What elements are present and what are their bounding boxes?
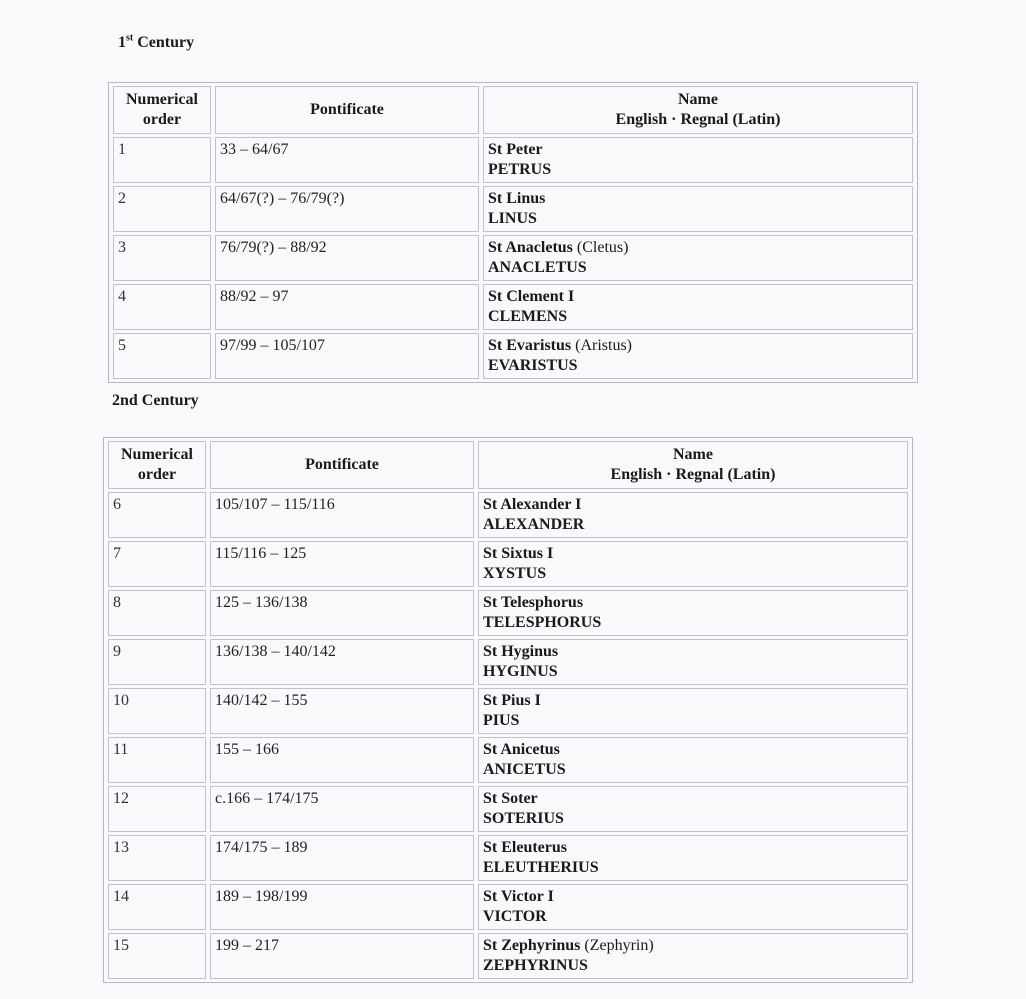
english-name: St Zephyrinus xyxy=(483,937,581,954)
heading-rest: Century xyxy=(133,34,195,51)
table-row xyxy=(108,639,908,685)
cell-pontificate: 155 – 166 xyxy=(210,737,474,783)
header-numerical-order: Numerical order xyxy=(108,441,206,489)
cell-name xyxy=(478,786,908,832)
english-name: St Clement I xyxy=(488,288,575,305)
cell-name xyxy=(483,235,913,281)
cell-numerical-order: 2 xyxy=(113,186,211,232)
cell-pontificate: 189 – 198/199 xyxy=(210,884,474,930)
cell-numerical-order: 14 xyxy=(108,884,206,930)
table-row xyxy=(108,884,908,930)
cell-pontificate: 140/142 – 155 xyxy=(210,688,474,734)
table-row xyxy=(108,786,908,832)
english-name: St Sixtus I xyxy=(483,545,554,562)
heading-superscript: st xyxy=(126,32,134,44)
regnal-name: ELEUTHERIUS xyxy=(483,859,599,876)
header-name: Name English · Regnal (Latin) xyxy=(483,86,913,134)
english-name: St Peter xyxy=(488,141,543,158)
table-body xyxy=(108,492,908,979)
cell-pontificate: 97/99 – 105/107 xyxy=(215,333,479,379)
cell-pontificate: 105/107 – 115/116 xyxy=(210,492,474,538)
english-name: St Anicetus xyxy=(483,741,560,758)
table-row xyxy=(113,284,913,330)
popes-table-2nd-century xyxy=(103,437,913,983)
cell-numerical-order: 12 xyxy=(108,786,206,832)
cell-name xyxy=(478,492,908,538)
english-name: St Pius I xyxy=(483,692,541,709)
cell-numerical-order: 7 xyxy=(108,541,206,587)
cell-pontificate: 125 – 136/138 xyxy=(210,590,474,636)
cell-name xyxy=(478,933,908,979)
heading-main: 1 xyxy=(118,34,126,51)
table-body xyxy=(113,137,913,379)
cell-name xyxy=(483,333,913,379)
table-row xyxy=(113,186,913,232)
header-numerical-order: Numerical order xyxy=(113,86,211,134)
cell-numerical-order: 5 xyxy=(113,333,211,379)
regnal-name: TELESPHORUS xyxy=(483,614,602,631)
regnal-name: ZEPHYRINUS xyxy=(483,957,588,974)
cell-numerical-order: 1 xyxy=(113,137,211,183)
english-name: St Hyginus xyxy=(483,643,559,660)
cell-name xyxy=(483,137,913,183)
english-name: St Victor I xyxy=(483,888,554,905)
regnal-name: CLEMENS xyxy=(488,308,568,325)
cell-name xyxy=(478,884,908,930)
cell-pontificate: c.166 – 174/175 xyxy=(210,786,474,832)
table-row xyxy=(108,835,908,881)
english-name: St Telesphorus xyxy=(483,594,584,611)
cell-numerical-order: 6 xyxy=(108,492,206,538)
table-row xyxy=(108,737,908,783)
cell-numerical-order: 15 xyxy=(108,933,206,979)
cell-numerical-order: 11 xyxy=(108,737,206,783)
english-name: St Anacletus xyxy=(488,239,573,256)
regnal-name: ALEXANDER xyxy=(483,516,585,533)
table-row xyxy=(108,688,908,734)
table-row xyxy=(108,492,908,538)
century-heading-2 xyxy=(112,392,199,410)
regnal-name: HYGINUS xyxy=(483,663,558,680)
cell-pontificate: 88/92 – 97 xyxy=(215,284,479,330)
header-pontificate: Pontificate xyxy=(215,86,479,134)
regnal-name: LINUS xyxy=(488,210,537,227)
regnal-name: XYSTUS xyxy=(483,565,547,582)
cell-name xyxy=(478,541,908,587)
regnal-name: VICTOR xyxy=(483,908,547,925)
century-heading-1 xyxy=(118,34,194,52)
header-pontificate: Pontificate xyxy=(210,441,474,489)
cell-numerical-order: 4 xyxy=(113,284,211,330)
table-row xyxy=(108,541,908,587)
table-row xyxy=(108,933,908,979)
cell-name xyxy=(483,284,913,330)
heading-main: 2nd Century xyxy=(112,392,199,409)
cell-name xyxy=(478,737,908,783)
cell-pontificate: 136/138 – 140/142 xyxy=(210,639,474,685)
cell-pontificate: 64/67(?) – 76/79(?) xyxy=(215,186,479,232)
cell-name xyxy=(478,639,908,685)
table-header-row xyxy=(108,441,908,489)
cell-pontificate: 76/79(?) – 88/92 xyxy=(215,235,479,281)
cell-name xyxy=(478,688,908,734)
cell-numerical-order: 13 xyxy=(108,835,206,881)
alternate-name: (Aristus) xyxy=(571,337,633,354)
cell-numerical-order: 9 xyxy=(108,639,206,685)
english-name: St Soter xyxy=(483,790,538,807)
regnal-name: ANACLETUS xyxy=(488,259,587,276)
popes-table-1st-century xyxy=(108,82,918,383)
cell-name xyxy=(478,590,908,636)
regnal-name: EVARISTUS xyxy=(488,357,578,374)
cell-numerical-order: 8 xyxy=(108,590,206,636)
cell-name xyxy=(478,835,908,881)
english-name: St Alexander I xyxy=(483,496,582,513)
alternate-name: (Zephyrin) xyxy=(580,937,654,954)
regnal-name: PETRUS xyxy=(488,161,552,178)
table-row xyxy=(113,333,913,379)
regnal-name: PIUS xyxy=(483,712,520,729)
table-header-row xyxy=(113,86,913,134)
cell-numerical-order: 10 xyxy=(108,688,206,734)
english-name: St Linus xyxy=(488,190,546,207)
table-row xyxy=(113,235,913,281)
cell-pontificate: 174/175 – 189 xyxy=(210,835,474,881)
header-name: Name English · Regnal (Latin) xyxy=(478,441,908,489)
cell-name xyxy=(483,186,913,232)
regnal-name: SOTERIUS xyxy=(483,810,564,827)
cell-pontificate: 33 – 64/67 xyxy=(215,137,479,183)
table-row xyxy=(108,590,908,636)
table-row xyxy=(113,137,913,183)
regnal-name: ANICETUS xyxy=(483,761,566,778)
english-name: St Evaristus xyxy=(488,337,572,354)
alternate-name: (Cletus) xyxy=(572,239,629,256)
cell-pontificate: 115/116 – 125 xyxy=(210,541,474,587)
cell-numerical-order: 3 xyxy=(113,235,211,281)
english-name: St Eleuterus xyxy=(483,839,567,856)
cell-pontificate: 199 – 217 xyxy=(210,933,474,979)
